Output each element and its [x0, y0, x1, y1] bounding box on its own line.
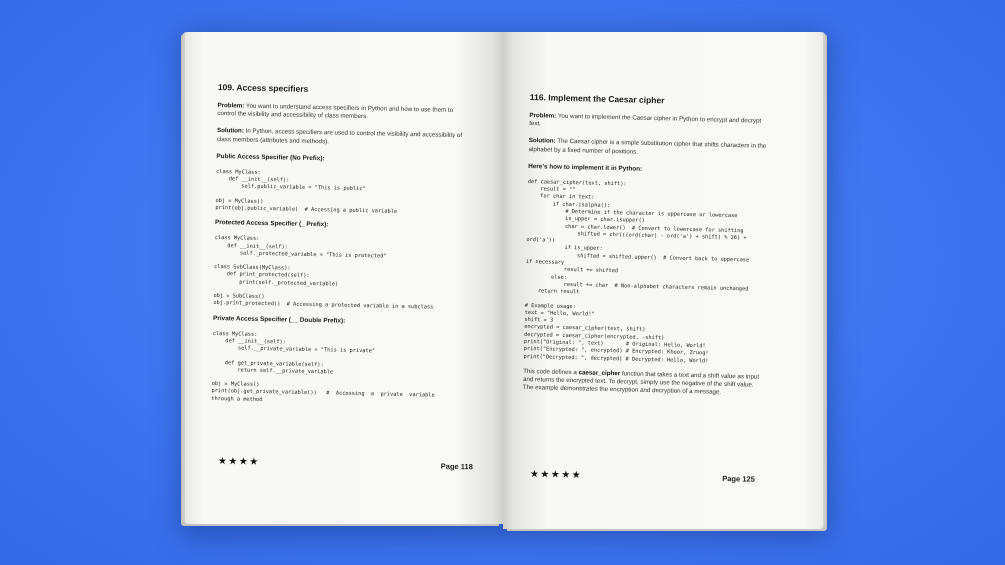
left-solution-text: In Python, access specifiers are used to control the visibility and accessibility of class members (attributes and methods).	[216, 127, 463, 145]
right-rating-stars: ★★★★★	[529, 469, 583, 482]
protected-code-block-2: class SubClass(MyClass): def print_protected(self): print(self._protected_variable)	[213, 264, 339, 288]
public-code-block-1: class MyClass: def __init__(self): self.public_variable = "This is public"	[215, 168, 366, 193]
protected-code-block-3: obj = SubClass() obj.print_protected() # Accessing a protected variable in a subclass	[213, 293, 434, 311]
caesar-code-block: def caesar_cipher(text, shift): result = "" for char in text: if char.isalpha(): # Determine if the character is uppercase or lowercase is_upper = char.isupper() char = char.lower() # Convert to lowercase for shifting shifted = chr(((ord(char) - ord('a') + shift) % 26) + ord('a')) if is_upper: shifted = shifted.upper() # Convert back to uppercase if necessary result += shifted else: result += char # Non-alphabet characters remain unchanged return result	[525, 178, 750, 296]
right-page-title: 116. Implement the Caesar cipher	[529, 92, 665, 106]
right-page-number: Page 125	[722, 474, 755, 484]
right-solution-text: The Caesar cipher is a simple substitution cipher that shifts characters in the alphabet by a fixed number of positions.	[528, 138, 767, 156]
right-summary	[523, 368, 764, 398]
public-heading: Public Access Specifier (No Prefix):	[216, 152, 325, 163]
left-problem-label: Problem:	[217, 101, 245, 110]
right-solution-label: Solution:	[528, 137, 556, 146]
summary-pre: This code defines a	[523, 367, 579, 377]
public-code-block-2: obj = MyClass() print(obj.public_variable) # Accessing a public variable	[215, 197, 398, 215]
left-problem-text: You want to understand access specifiers in Python and how to use them to control the visibility and accessibility of class members.	[217, 102, 454, 121]
summary-bold: caesar_cipher	[578, 369, 621, 378]
right-page-footer	[530, 469, 755, 485]
right-problem-label: Problem:	[529, 111, 557, 120]
left-page	[185, 32, 503, 524]
left-solution-label: Solution:	[216, 127, 244, 135]
right-problem	[529, 112, 769, 134]
private-heading: Private Access Specifier (__ Double Prefix):	[212, 314, 346, 325]
example-usage-code-block: # Example usage: text = "Hello, World!" shift = 3 encrypted = caesar_cipher(text, shift) decrypted = caesar_cipher(encrypted, -shift) print("Original: ", text) # Original: Hello, World! print("Encrypted: ", encrypted) # Encrypted: Khoor, Zruog! print("Decrypted: ", decrypted) # Decrypted: Hello, World!	[523, 302, 709, 365]
protected-code-block-1: class MyClass: def __init__(self): self._protected_variable = "This is protected"	[214, 235, 387, 260]
private-code-block-2: def get_private_variable(self): return self.__private_variable	[211, 359, 334, 376]
left-problem	[217, 102, 472, 124]
protected-heading: Protected Access Specifier (_ Prefix):	[214, 219, 329, 229]
right-page	[503, 32, 823, 529]
left-page-content	[211, 82, 473, 415]
right-solution	[528, 137, 768, 159]
howto-heading: Here's how to implement it in Python:	[528, 162, 643, 173]
left-rating-stars: ★★★★	[217, 456, 260, 468]
private-code-block-1: class MyClass: def __init__(self): self.__private_variable = "This is private"	[212, 330, 376, 355]
left-solution	[217, 127, 472, 149]
left-page-footer	[218, 456, 473, 472]
summary-post: function that takes a text and a shift value as input and returns the encrypted text. To decrypt, simply use the negative of the shift value. The example demonstrates the encryption and decryption of a message.	[522, 370, 760, 397]
left-page-number: Page 118	[440, 461, 473, 472]
right-page-content	[522, 92, 769, 407]
left-page-title: 109. Access specifiers	[217, 82, 309, 94]
private-code-block-3: obj = MyClass() print(obj.get_private_variable()) # Accessing a private variable through a method	[211, 381, 435, 403]
right-problem-text: You want to implement the Caesar cipher in Python to encrypt and decrypt text.	[529, 112, 762, 128]
